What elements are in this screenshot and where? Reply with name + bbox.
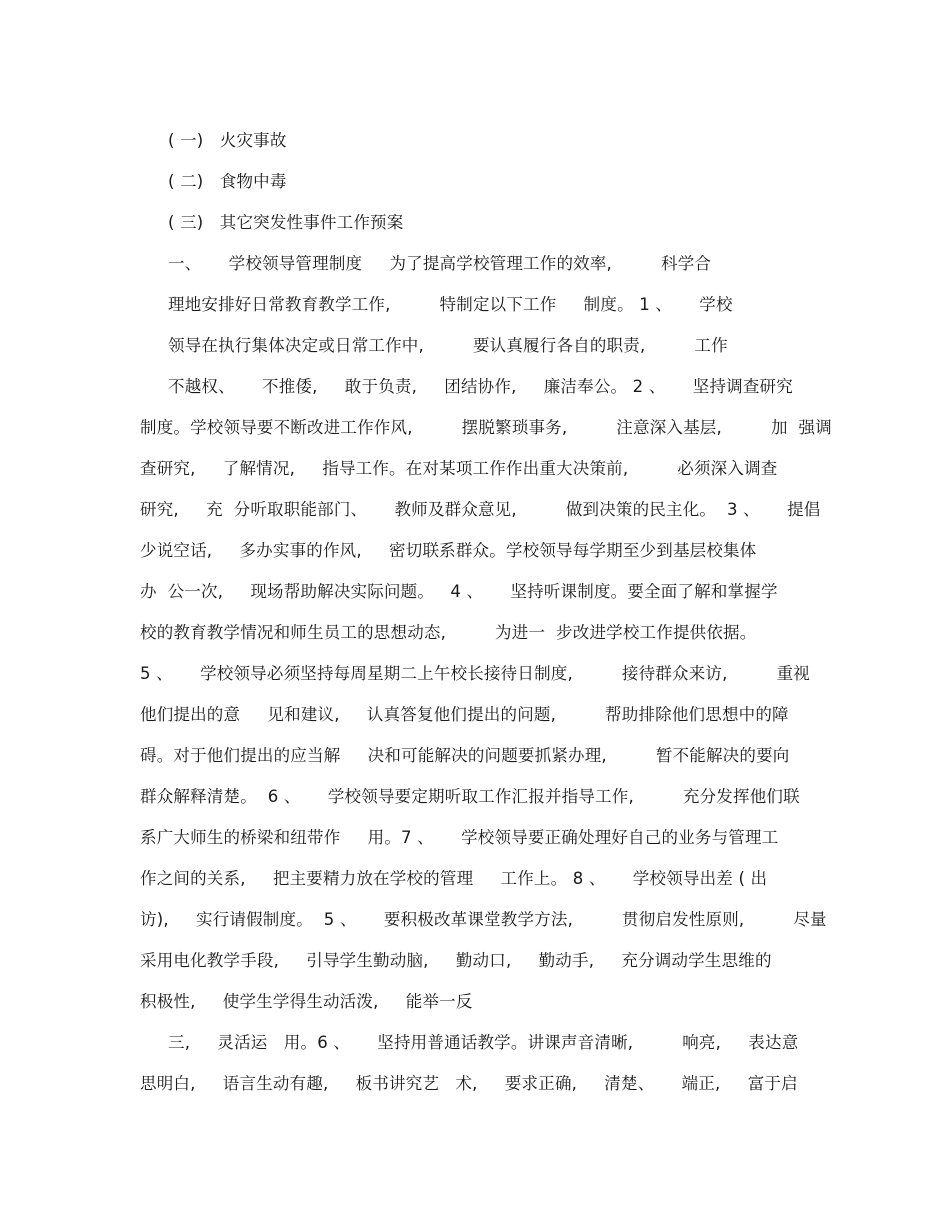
text-line: ( 二) 食物中毒 [168,172,287,191]
text-line: 校的教育教学情况和师生员工的思想动态, 为进一 步改进学校工作提供依据。 [140,623,757,642]
text-line: 采用电化教学手段, 引导学生勤动脑, 勤动口, 勤动手, 充分调动学生思维的 [140,951,772,970]
text-line: 办 公一次, 现场帮助解决实际问题。 4 、 坚持听课制度。要全面了解和掌握学 [140,582,778,601]
text-line: 研究, 充 分听取职能部门、 教师及群众意见, 做到决策的民主化。 3 、 提倡 [140,500,821,519]
text-line: 系广大师生的桥梁和纽带作 用。7 、 学校领导要正确处理好自己的业务与管理工 [140,828,779,847]
text-line: 少说空话, 多办实事的作风, 密切联系群众。学校领导每学期至少到基层校集体 [140,541,757,560]
text-line: 碍。对于他们提出的应当解 决和可能解决的问题要抓紧办理, 暂不能解决的要向 [140,746,790,765]
text-line: 思明白, 语言生动有趣, 板书讲究艺 术, 要求正确, 清楚、 端正, 富于启 [140,1074,798,1093]
text-line: 群众解释清楚。 6 、 学校领导要定期听取工作汇报并指导工作, 充分发挥他们联 [140,787,800,806]
text-line: ( 三) 其它突发性事件工作预案 [168,213,404,232]
text-line: 三, 灵活运 用。6 、 坚持用普通话教学。讲课声音清晰, 响亮, 表达意 [168,1033,799,1052]
text-line: 不越权、 不推倭, 敢于负责, 团结协作, 廉洁奉公。 2 、 坚持调查研究 [168,377,793,396]
text-line: 积极性, 使学生学得生动活泼, 能举一反 [140,992,473,1011]
text-line: 查研究, 了解情况, 指导工作。在对某项工作作出重大决策前, 必须深入调查 [140,459,778,478]
text-line: 5 、 学校领导必须坚持每周星期二上午校长接待日制度, 接待群众来访, 重视 [140,664,810,683]
text-line: 访), 实行请假制度。 5 、 要积极改革课堂教学方法, 贯彻启发性原则, 尽量 [140,910,827,929]
text-line: 制度。学校领导要不断改进工作作风, 摆脱繁琐事务, 注意深入基层, 加 强调 [140,418,832,437]
text-line: 作之间的关系, 把主要精力放在学校的管理 工作上。 8 、 学校领导出差 ( 出 [140,869,768,888]
text-line: ( 一) 火灾事故 [168,131,287,150]
text-line: 理地安排好日常教育教学工作, 特制定以下工作 制度。 1 、 学校 [168,295,733,314]
text-line: 他们提出的意 见和建议, 认真答复他们提出的问题, 帮助排除他们思想中的障 [140,705,789,724]
text-line: 领导在执行集体决定或日常工作中, 要认真履行各自的职责, 工作 [168,336,728,355]
text-line: 一、 学校领导管理制度 为了提高学校管理工作的效率, 科学合 [168,254,712,273]
